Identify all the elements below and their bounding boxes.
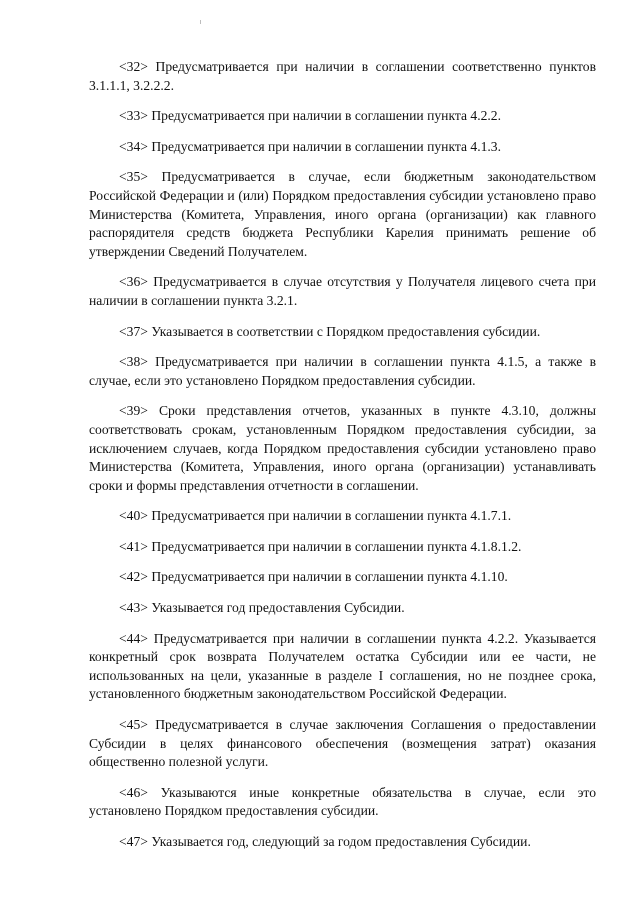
- footnote-marker: <36>: [119, 274, 148, 290]
- footnotes-list: [89, 58, 596, 852]
- footnote-text: Предусматривается при наличии в соглашении пункта 4.1.8.1.2.: [147, 538, 522, 554]
- footnote-text: Указываются иные конкретные обязательства в случае, если это установлено Порядком предоставления субсидии.: [89, 784, 596, 819]
- footnote-marker: <42>: [119, 569, 148, 585]
- footnote-text: Указывается год предоставления Субсидии.: [147, 600, 405, 616]
- footnote-text: Предусматривается при наличии в соглашении пункта 4.1.3.: [147, 138, 502, 154]
- footnote-text: Сроки представления отчетов, указанных в пункте 4.3.10, должны соответствовать срокам, установленным Порядком предоставления субсидии, за исключением случаев, когда Порядком предоставления субсидии установлено право Министерства (Комитета, Управления, иного органа (организации) устанавливать сроки и формы представления отчетности в соглашении.: [89, 403, 596, 493]
- footnote-marker: <40>: [119, 508, 148, 524]
- footnote-37: [89, 323, 596, 342]
- footnote-text: Предусматривается при наличии в соглашении соответственно пунктов 3.1.1.1, 3.2.2.2.: [89, 59, 596, 93]
- footnote-text: Предусматривается при наличии в соглашении пункта 4.2.2. Указывается конкретный срок возврата Получателем остатка Субсидии или ее части, не использованных на цели, указанные в разделе I соглашения, но не позднее срока, установленного бюджетным законодательством Российской Федерации.: [89, 630, 596, 702]
- footnote-text: Предусматривается при наличии в соглашении пункта 4.1.10.: [147, 569, 508, 585]
- footnote-text: Предусматривается при наличии в соглашении пункта 4.1.7.1.: [147, 508, 512, 524]
- footnote-marker: <33>: [119, 108, 148, 124]
- footnote-marker: <45>: [119, 717, 148, 733]
- footnote-33: [89, 107, 596, 126]
- footnote-40: [89, 507, 596, 526]
- footnote-44: [89, 630, 596, 704]
- footnote-marker: <47>: [119, 834, 148, 849]
- footnote-text: Предусматривается при наличии в соглашении пункта 4.2.2.: [147, 108, 502, 124]
- footnote-35: [89, 168, 596, 261]
- footnote-46: [89, 784, 596, 821]
- footnote-marker: <43>: [119, 600, 148, 616]
- footnote-marker: <39>: [119, 403, 148, 419]
- footnote-marker: <38>: [119, 354, 148, 370]
- footnote-marker: <35>: [119, 169, 148, 185]
- footnote-38: [89, 353, 596, 390]
- footnote-text: Указывается в соответствии с Порядком предоставления субсидии.: [147, 323, 541, 339]
- page-mark: [200, 20, 201, 24]
- footnote-text: Предусматривается в случае отсутствия у Получателя лицевого счета при наличии в соглашении пункта 3.2.1.: [89, 274, 596, 308]
- footnote-42: [89, 568, 596, 587]
- footnote-text: Предусматривается в случае заключения Соглашения о предоставлении Субсидии в целях финансового обеспечения (возмещения затрат) оказания общественно полезной услуги.: [89, 717, 596, 770]
- footnote-marker: <37>: [119, 323, 148, 339]
- footnote-text: Предусматривается в случае, если бюджетным законодательством Российской Федерации и (или) Порядком предоставления субсидии установлено право Министерства (Комитета, Управления, иного органа (организации) как главного распорядителя средств бюджета Республики Карелия принимать решение об утверждении Сведений Получателем.: [89, 169, 596, 259]
- footnote-marker: <46>: [119, 784, 148, 800]
- footnote-marker: <32>: [119, 59, 148, 74]
- footnote-36: [89, 273, 596, 310]
- footnote-marker: <34>: [119, 138, 148, 154]
- footnote-45: [89, 716, 596, 772]
- footnote-47: [89, 833, 596, 852]
- footnote-text: Предусматривается при наличии в соглашении пункта 4.1.5, а также в случае, если это установлено Порядком предоставления субсидии.: [89, 354, 596, 388]
- footnote-43: [89, 599, 596, 618]
- footnote-41: [89, 538, 596, 557]
- footnote-32: [89, 58, 596, 95]
- footnote-marker: <41>: [119, 538, 148, 554]
- footnote-34: [89, 138, 596, 157]
- footnote-marker: <44>: [119, 630, 148, 646]
- footnote-39: [89, 402, 596, 495]
- footnote-text: Указывается год, следующий за годом предоставления Субсидии.: [147, 834, 531, 849]
